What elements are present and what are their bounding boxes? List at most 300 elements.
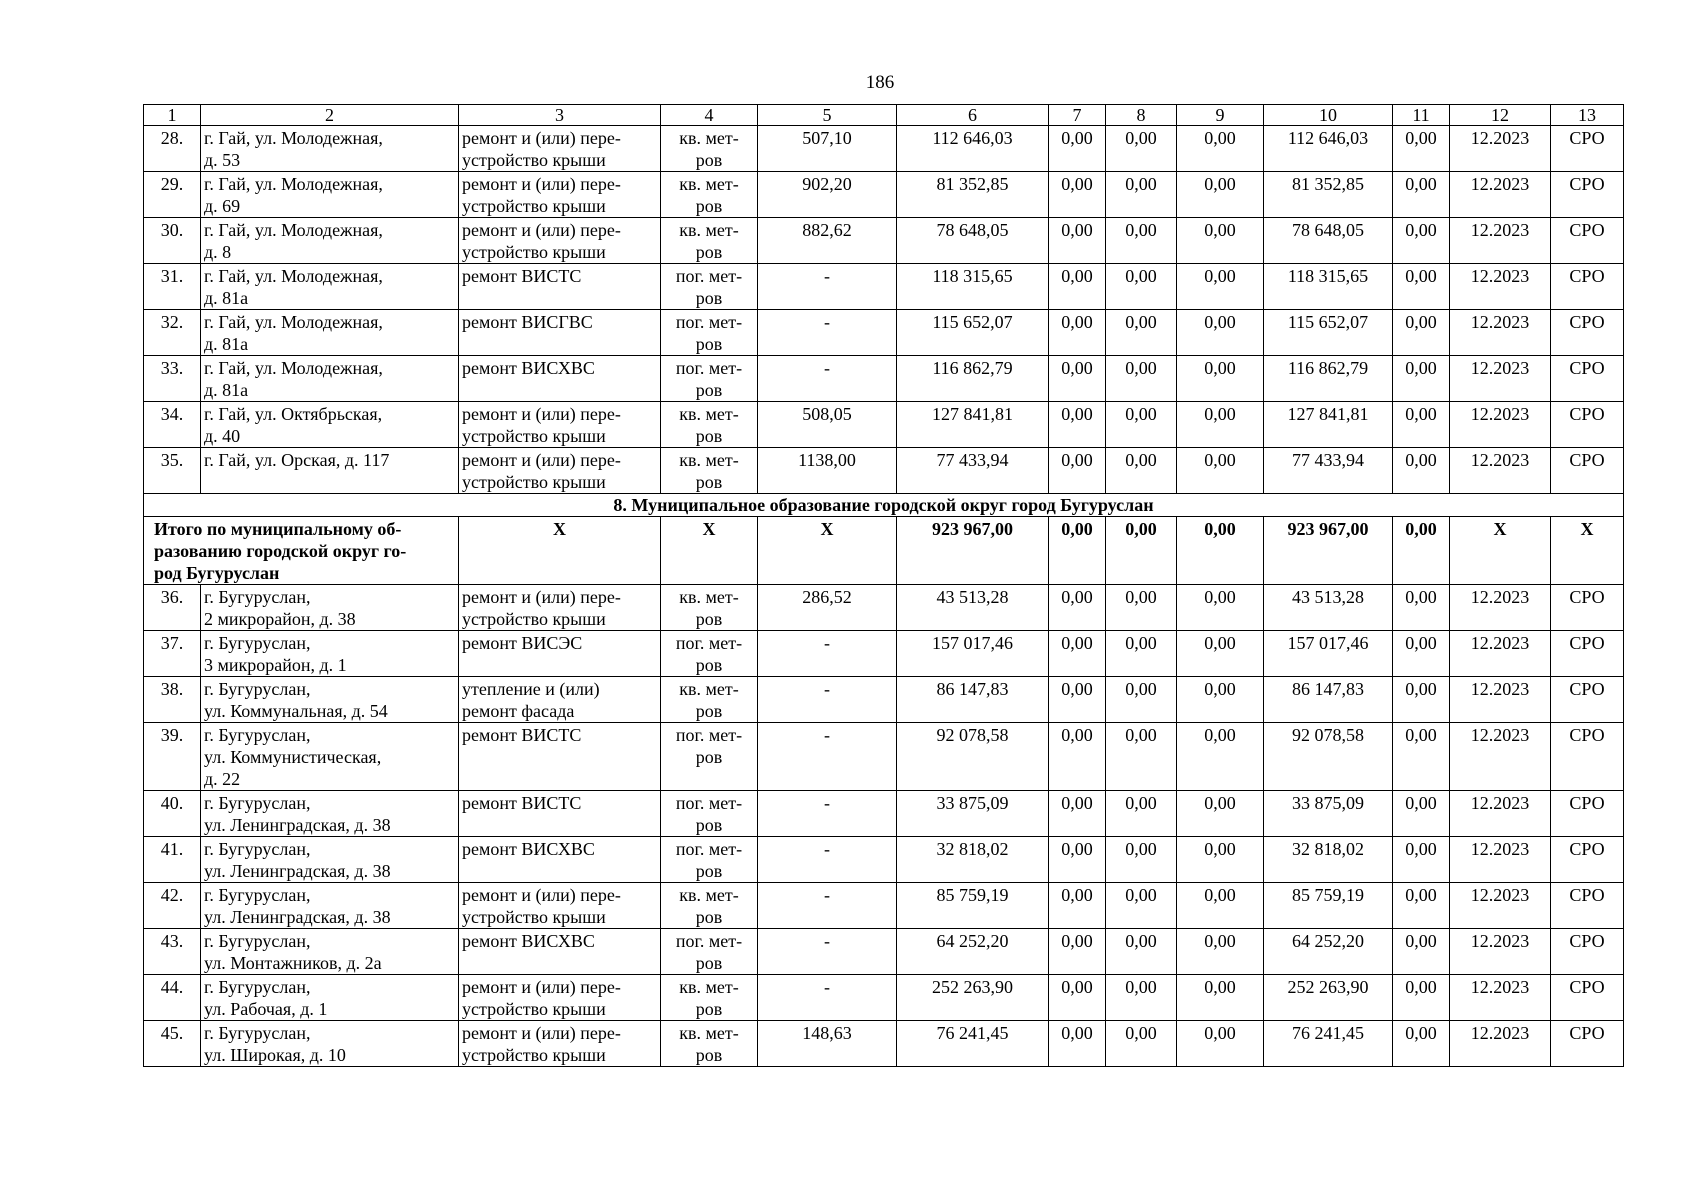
total-label xyxy=(144,517,459,585)
unit-line: кв. мет- xyxy=(679,679,739,699)
value-cell: 0,00 xyxy=(1177,677,1264,723)
work-type-line: ремонт и (или) пере- xyxy=(462,977,621,997)
quantity-cell: - xyxy=(758,791,897,837)
address-line: г. Бугуруслан, xyxy=(204,1023,311,1043)
value-cell: 0,00 xyxy=(1106,448,1177,494)
value-cell: 0,00 xyxy=(1049,448,1106,494)
row-number: 28. xyxy=(144,126,201,172)
total-value-cell: 923 967,00 xyxy=(897,517,1049,585)
row-number: 35. xyxy=(144,448,201,494)
value-cell: 0,00 xyxy=(1106,126,1177,172)
table-body xyxy=(144,105,1624,1067)
deadline-cell: 12.2023 xyxy=(1450,723,1551,791)
address-cell xyxy=(201,310,459,356)
address-line: г. Бугуруслан, xyxy=(204,839,311,859)
value-cell: 0,00 xyxy=(1049,837,1106,883)
table-row xyxy=(144,791,1624,837)
quantity-cell: - xyxy=(758,356,897,402)
quantity-cell: 148,63 xyxy=(758,1021,897,1067)
value-cell: 0,00 xyxy=(1049,975,1106,1021)
value-cell: 0,00 xyxy=(1106,585,1177,631)
unit-cell xyxy=(661,723,758,791)
method-cell: СРО xyxy=(1551,448,1624,494)
row-number: 36. xyxy=(144,585,201,631)
deadline-cell: 12.2023 xyxy=(1450,929,1551,975)
work-type-line: ремонт и (или) пере- xyxy=(462,885,621,905)
total-cost-cell: 33 875,09 xyxy=(897,791,1049,837)
total-value-cell: 0,00 xyxy=(1177,517,1264,585)
value-cell: 0,00 xyxy=(1049,677,1106,723)
address-line: ул. Широкая, д. 10 xyxy=(204,1045,346,1065)
address-line: ул. Монтажников, д. 2а xyxy=(204,953,382,973)
value-cell: 0,00 xyxy=(1106,929,1177,975)
method-cell: СРО xyxy=(1551,172,1624,218)
value-cell: 0,00 xyxy=(1177,791,1264,837)
quantity-cell: 507,10 xyxy=(758,126,897,172)
address-line: д. 8 xyxy=(204,242,232,262)
address-cell xyxy=(201,126,459,172)
unit-line: кв. мет- xyxy=(679,977,739,997)
value-cell: 0,00 xyxy=(1393,975,1450,1021)
address-cell xyxy=(201,172,459,218)
table-row xyxy=(144,883,1624,929)
unit-cell xyxy=(661,218,758,264)
value-cell: 0,00 xyxy=(1393,264,1450,310)
row-number: 45. xyxy=(144,1021,201,1067)
total-cost-cell: 157 017,46 xyxy=(897,631,1049,677)
column-number: 12 xyxy=(1450,105,1551,126)
value-cell: 0,00 xyxy=(1049,126,1106,172)
row-number: 41. xyxy=(144,837,201,883)
method-cell: СРО xyxy=(1551,883,1624,929)
municipality-total-row xyxy=(144,517,1624,585)
value-cell: 0,00 xyxy=(1049,791,1106,837)
table-row xyxy=(144,723,1624,791)
address-line: ул. Коммунальная, д. 54 xyxy=(204,701,388,721)
unit-line: ров xyxy=(695,907,723,927)
value-cell: 0,00 xyxy=(1393,310,1450,356)
work-type-line: устройство крыши xyxy=(462,426,606,446)
value-cell: 0,00 xyxy=(1106,402,1177,448)
unit-cell xyxy=(661,402,758,448)
fund-cost-cell: 252 263,90 xyxy=(1264,975,1393,1021)
address-line: г. Бугуруслан, xyxy=(204,885,311,905)
quantity-cell: - xyxy=(758,310,897,356)
value-cell: 0,00 xyxy=(1177,723,1264,791)
address-cell xyxy=(201,218,459,264)
work-type-cell xyxy=(459,631,661,677)
unit-line: ров xyxy=(695,815,723,835)
address-line: ул. Рабочая, д. 1 xyxy=(204,999,328,1019)
fund-cost-cell: 32 818,02 xyxy=(1264,837,1393,883)
work-type-line: устройство крыши xyxy=(462,150,606,170)
table-row xyxy=(144,310,1624,356)
address-line: д. 40 xyxy=(204,426,241,446)
unit-cell xyxy=(661,631,758,677)
unit-cell xyxy=(661,1021,758,1067)
unit-line: ров xyxy=(695,747,723,767)
address-line: ул. Коммунистическая, xyxy=(204,747,382,767)
method-cell: СРО xyxy=(1551,585,1624,631)
value-cell: 0,00 xyxy=(1049,264,1106,310)
total-value-cell: X xyxy=(758,517,897,585)
work-type-line: ремонт и (или) пере- xyxy=(462,220,621,240)
value-cell: 0,00 xyxy=(1393,172,1450,218)
total-cost-cell: 118 315,65 xyxy=(897,264,1049,310)
work-type-line: устройство крыши xyxy=(462,907,606,927)
table-row xyxy=(144,172,1624,218)
work-type-cell xyxy=(459,264,661,310)
address-cell xyxy=(201,883,459,929)
row-number: 34. xyxy=(144,402,201,448)
value-cell: 0,00 xyxy=(1049,172,1106,218)
total-cost-cell: 32 818,02 xyxy=(897,837,1049,883)
unit-line: ров xyxy=(695,953,723,973)
table-row xyxy=(144,929,1624,975)
address-line: г. Гай, ул. Молодежная, xyxy=(204,312,383,332)
value-cell: 0,00 xyxy=(1393,723,1450,791)
work-type-line: ремонт ВИСТС xyxy=(462,725,582,745)
unit-line: кв. мет- xyxy=(679,220,739,240)
unit-line: пог. мет- xyxy=(675,931,743,951)
work-type-line: ремонт ВИСТС xyxy=(462,266,582,286)
total-value-cell: X xyxy=(1551,517,1624,585)
total-value-cell: 0,00 xyxy=(1106,517,1177,585)
work-type-line: ремонт и (или) пере- xyxy=(462,587,621,607)
value-cell: 0,00 xyxy=(1177,975,1264,1021)
value-cell: 0,00 xyxy=(1106,975,1177,1021)
row-number: 39. xyxy=(144,723,201,791)
unit-cell xyxy=(661,448,758,494)
value-cell: 0,00 xyxy=(1393,677,1450,723)
deadline-cell: 12.2023 xyxy=(1450,1021,1551,1067)
column-number: 9 xyxy=(1177,105,1264,126)
work-type-line: ремонт ВИСХВС xyxy=(462,839,595,859)
fund-cost-cell: 118 315,65 xyxy=(1264,264,1393,310)
method-cell: СРО xyxy=(1551,310,1624,356)
fund-cost-cell: 77 433,94 xyxy=(1264,448,1393,494)
value-cell: 0,00 xyxy=(1106,218,1177,264)
deadline-cell: 12.2023 xyxy=(1450,975,1551,1021)
deadline-cell: 12.2023 xyxy=(1450,585,1551,631)
value-cell: 0,00 xyxy=(1177,837,1264,883)
unit-line: ров xyxy=(695,288,723,308)
deadline-cell: 12.2023 xyxy=(1450,631,1551,677)
row-number: 32. xyxy=(144,310,201,356)
total-value-cell: 923 967,00 xyxy=(1264,517,1393,585)
value-cell: 0,00 xyxy=(1177,402,1264,448)
unit-cell xyxy=(661,975,758,1021)
address-line: ул. Ленинградская, д. 38 xyxy=(204,907,391,927)
value-cell: 0,00 xyxy=(1177,929,1264,975)
unit-line: ров xyxy=(695,1045,723,1065)
column-number: 2 xyxy=(201,105,459,126)
address-line: д. 22 xyxy=(204,769,241,789)
work-type-line: устройство крыши xyxy=(462,999,606,1019)
unit-cell xyxy=(661,791,758,837)
total-cost-cell: 78 648,05 xyxy=(897,218,1049,264)
row-number: 37. xyxy=(144,631,201,677)
table-row xyxy=(144,264,1624,310)
method-cell: СРО xyxy=(1551,126,1624,172)
work-type-line: ремонт и (или) пере- xyxy=(462,1023,621,1043)
work-type-cell xyxy=(459,975,661,1021)
work-type-cell xyxy=(459,883,661,929)
fund-cost-cell: 157 017,46 xyxy=(1264,631,1393,677)
value-cell: 0,00 xyxy=(1177,585,1264,631)
work-type-line: ремонт ВИСЭС xyxy=(462,633,583,653)
unit-line: ров xyxy=(695,701,723,721)
total-cost-cell: 86 147,83 xyxy=(897,677,1049,723)
unit-line: пог. мет- xyxy=(675,312,743,332)
work-type-cell xyxy=(459,448,661,494)
work-type-line: ремонт фасада xyxy=(462,701,575,721)
address-cell xyxy=(201,631,459,677)
address-cell xyxy=(201,448,459,494)
table-row xyxy=(144,218,1624,264)
method-cell: СРО xyxy=(1551,791,1624,837)
unit-line: ров xyxy=(695,861,723,881)
value-cell: 0,00 xyxy=(1177,310,1264,356)
value-cell: 0,00 xyxy=(1177,264,1264,310)
value-cell: 0,00 xyxy=(1106,356,1177,402)
fund-cost-cell: 43 513,28 xyxy=(1264,585,1393,631)
unit-line: ров xyxy=(695,150,723,170)
address-cell xyxy=(201,356,459,402)
value-cell: 0,00 xyxy=(1177,631,1264,677)
work-type-cell xyxy=(459,791,661,837)
fund-cost-cell: 115 652,07 xyxy=(1264,310,1393,356)
row-number: 43. xyxy=(144,929,201,975)
work-type-line: устройство крыши xyxy=(462,472,606,492)
total-cost-cell: 127 841,81 xyxy=(897,402,1049,448)
unit-cell xyxy=(661,677,758,723)
column-number: 6 xyxy=(897,105,1049,126)
quantity-cell: 508,05 xyxy=(758,402,897,448)
method-cell: СРО xyxy=(1551,837,1624,883)
value-cell: 0,00 xyxy=(1393,126,1450,172)
value-cell: 0,00 xyxy=(1049,723,1106,791)
value-cell: 0,00 xyxy=(1049,310,1106,356)
address-line: д. 81а xyxy=(204,334,249,354)
deadline-cell: 12.2023 xyxy=(1450,448,1551,494)
unit-line: кв. мет- xyxy=(679,885,739,905)
table-row xyxy=(144,126,1624,172)
fund-cost-cell: 81 352,85 xyxy=(1264,172,1393,218)
address-line: г. Бугуруслан, xyxy=(204,977,311,997)
deadline-cell: 12.2023 xyxy=(1450,264,1551,310)
work-type-cell xyxy=(459,723,661,791)
address-line: г. Бугуруслан, xyxy=(204,793,311,813)
fund-cost-cell: 85 759,19 xyxy=(1264,883,1393,929)
method-cell: СРО xyxy=(1551,356,1624,402)
method-cell: СРО xyxy=(1551,677,1624,723)
address-line: г. Бугуруслан, xyxy=(204,633,311,653)
quantity-cell: - xyxy=(758,631,897,677)
table-row xyxy=(144,1021,1624,1067)
method-cell: СРО xyxy=(1551,631,1624,677)
address-cell xyxy=(201,264,459,310)
unit-line: кв. мет- xyxy=(679,404,739,424)
column-number: 7 xyxy=(1049,105,1106,126)
method-cell: СРО xyxy=(1551,1021,1624,1067)
row-number: 44. xyxy=(144,975,201,1021)
deadline-cell: 12.2023 xyxy=(1450,356,1551,402)
value-cell: 0,00 xyxy=(1106,631,1177,677)
work-type-line: устройство крыши xyxy=(462,242,606,262)
value-cell: 0,00 xyxy=(1177,883,1264,929)
value-cell: 0,00 xyxy=(1049,883,1106,929)
quantity-cell: 1138,00 xyxy=(758,448,897,494)
value-cell: 0,00 xyxy=(1177,172,1264,218)
table-row xyxy=(144,837,1624,883)
unit-line: кв. мет- xyxy=(679,587,739,607)
fund-cost-cell: 78 648,05 xyxy=(1264,218,1393,264)
row-number: 42. xyxy=(144,883,201,929)
address-line: д. 81а xyxy=(204,380,249,400)
value-cell: 0,00 xyxy=(1106,677,1177,723)
work-type-cell xyxy=(459,677,661,723)
address-cell xyxy=(201,929,459,975)
address-line: 3 микрорайон, д. 1 xyxy=(204,655,347,675)
unit-cell xyxy=(661,264,758,310)
address-cell xyxy=(201,1021,459,1067)
column-number: 8 xyxy=(1106,105,1177,126)
address-cell xyxy=(201,677,459,723)
total-cost-cell: 116 862,79 xyxy=(897,356,1049,402)
method-cell: СРО xyxy=(1551,264,1624,310)
column-number: 11 xyxy=(1393,105,1450,126)
value-cell: 0,00 xyxy=(1049,356,1106,402)
column-number: 1 xyxy=(144,105,201,126)
work-type-line: устройство крыши xyxy=(462,1045,606,1065)
value-cell: 0,00 xyxy=(1049,402,1106,448)
unit-line: кв. мет- xyxy=(679,128,739,148)
table-row xyxy=(144,677,1624,723)
address-line: г. Гай, ул. Молодежная, xyxy=(204,358,383,378)
deadline-cell: 12.2023 xyxy=(1450,402,1551,448)
work-type-cell xyxy=(459,837,661,883)
quantity-cell: - xyxy=(758,883,897,929)
value-cell: 0,00 xyxy=(1393,631,1450,677)
unit-line: ров xyxy=(695,426,723,446)
total-value-cell: X xyxy=(459,517,661,585)
section-header-row xyxy=(144,494,1624,517)
deadline-cell: 12.2023 xyxy=(1450,310,1551,356)
deadline-cell: 12.2023 xyxy=(1450,837,1551,883)
method-cell: СРО xyxy=(1551,402,1624,448)
address-line: г. Гай, ул. Молодежная, xyxy=(204,174,383,194)
address-cell xyxy=(201,791,459,837)
unit-line: ров xyxy=(695,609,723,629)
unit-line: ров xyxy=(695,472,723,492)
method-cell: СРО xyxy=(1551,723,1624,791)
fund-cost-cell: 33 875,09 xyxy=(1264,791,1393,837)
table-row xyxy=(144,402,1624,448)
address-cell xyxy=(201,975,459,1021)
value-cell: 0,00 xyxy=(1393,883,1450,929)
unit-cell xyxy=(661,883,758,929)
total-cost-cell: 85 759,19 xyxy=(897,883,1049,929)
row-number: 40. xyxy=(144,791,201,837)
total-value-cell: 0,00 xyxy=(1393,517,1450,585)
unit-cell xyxy=(661,585,758,631)
deadline-cell: 12.2023 xyxy=(1450,126,1551,172)
value-cell: 0,00 xyxy=(1393,218,1450,264)
value-cell: 0,00 xyxy=(1049,631,1106,677)
unit-cell xyxy=(661,126,758,172)
work-type-cell xyxy=(459,402,661,448)
quantity-cell: - xyxy=(758,837,897,883)
quantity-cell: - xyxy=(758,264,897,310)
table-row xyxy=(144,585,1624,631)
unit-line: ров xyxy=(695,334,723,354)
address-line: г. Гай, ул. Орская, д. 117 xyxy=(204,450,390,470)
total-cost-cell: 76 241,45 xyxy=(897,1021,1049,1067)
work-type-line: ремонт и (или) пере- xyxy=(462,404,621,424)
unit-cell xyxy=(661,310,758,356)
table-row xyxy=(144,631,1624,677)
address-cell xyxy=(201,402,459,448)
method-cell: СРО xyxy=(1551,975,1624,1021)
address-line: г. Бугуруслан, xyxy=(204,725,311,745)
value-cell: 0,00 xyxy=(1393,356,1450,402)
fund-cost-cell: 112 646,03 xyxy=(1264,126,1393,172)
quantity-cell: - xyxy=(758,975,897,1021)
repair-plan-table xyxy=(143,104,1624,1067)
work-type-line: ремонт ВИСТС xyxy=(462,793,582,813)
value-cell: 0,00 xyxy=(1177,448,1264,494)
table-row xyxy=(144,448,1624,494)
total-label-line: разованию городской округ го- xyxy=(154,541,407,561)
unit-line: кв. мет- xyxy=(679,1023,739,1043)
column-number: 4 xyxy=(661,105,758,126)
unit-line: пог. мет- xyxy=(675,358,743,378)
unit-line: ров xyxy=(695,655,723,675)
column-number: 5 xyxy=(758,105,897,126)
work-type-line: ремонт ВИСГВС xyxy=(462,312,593,332)
deadline-cell: 12.2023 xyxy=(1450,883,1551,929)
row-number: 29. xyxy=(144,172,201,218)
value-cell: 0,00 xyxy=(1393,402,1450,448)
section-title: 8. Муниципальное образование городской округ город Бугуруслан xyxy=(144,494,1624,517)
quantity-cell: - xyxy=(758,677,897,723)
work-type-cell xyxy=(459,172,661,218)
total-label-line: род Бугуруслан xyxy=(154,563,280,583)
work-type-line: ремонт ВИСХВС xyxy=(462,358,595,378)
total-value-cell: 0,00 xyxy=(1049,517,1106,585)
work-type-cell xyxy=(459,356,661,402)
column-number: 3 xyxy=(459,105,661,126)
address-line: д. 81а xyxy=(204,288,249,308)
column-number-row xyxy=(144,105,1624,126)
table-row xyxy=(144,975,1624,1021)
value-cell: 0,00 xyxy=(1106,310,1177,356)
address-line: 2 микрорайон, д. 38 xyxy=(204,609,356,629)
quantity-cell: - xyxy=(758,929,897,975)
unit-line: пог. мет- xyxy=(675,725,743,745)
address-line: г. Бугуруслан, xyxy=(204,679,311,699)
work-type-cell xyxy=(459,929,661,975)
unit-line: ров xyxy=(695,999,723,1019)
value-cell: 0,00 xyxy=(1106,172,1177,218)
quantity-cell: 286,52 xyxy=(758,585,897,631)
work-type-cell xyxy=(459,585,661,631)
row-number: 38. xyxy=(144,677,201,723)
address-line: ул. Ленинградская, д. 38 xyxy=(204,861,391,881)
unit-line: пог. мет- xyxy=(675,633,743,653)
address-line: д. 69 xyxy=(204,196,241,216)
